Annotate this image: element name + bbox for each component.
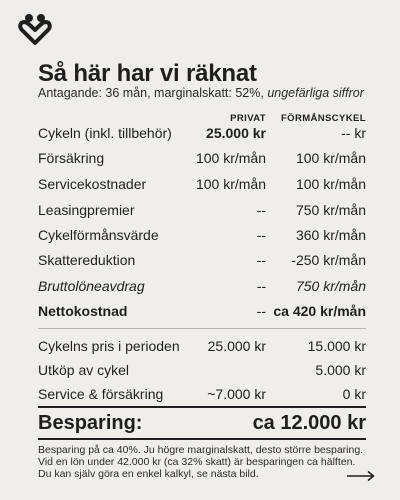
row-label: Försäkring (38, 150, 105, 166)
privat-value: -- (256, 278, 266, 294)
heart-people-logo-icon (18, 12, 52, 46)
divider (38, 328, 366, 329)
formans-value: 15.000 kr (307, 338, 366, 354)
saving-summary (38, 412, 366, 436)
saving-value: ca 12.000 kr (252, 412, 366, 434)
formans-value: 100 kr/mån (295, 176, 366, 192)
table-row (38, 362, 366, 380)
row-label: Bruttolöneavdrag (38, 278, 145, 294)
saving-label: Besparing: (38, 412, 143, 434)
row-label: Cykelns pris i perioden (38, 338, 180, 354)
row-label: Skattereduktion (38, 252, 136, 268)
row-label: Service & försäkring (38, 386, 164, 402)
privat-value: ~7.000 kr (207, 386, 266, 402)
formans-value: 360 kr/mån (295, 227, 366, 243)
formans-value: 100 kr/mån (295, 150, 366, 166)
footnote-line: Besparing på ca 40%. Ju högre marginalskatt, desto större besparing. (38, 444, 364, 456)
privat-value: -- (256, 227, 266, 243)
formans-value: 0 kr (342, 386, 366, 402)
formans-value: 750 kr/mån (295, 202, 366, 218)
table-row (38, 125, 366, 143)
formans-value: 5.000 kr (315, 362, 366, 378)
arrow-right-icon[interactable] (346, 470, 376, 482)
footnote-line: Vid en lön under 42.000 kr (ca 32% skatt) är besparingen ca hälften. (38, 456, 356, 468)
privat-value: -- (256, 252, 266, 268)
privat-value: 25.000 kr (206, 125, 266, 141)
assumptions-emphasis: ungefärliga siffror (267, 86, 364, 100)
table-row (38, 176, 366, 194)
table-row (38, 227, 366, 245)
page-title: Så här har vi räknat (38, 60, 257, 87)
divider (38, 438, 366, 440)
divider (38, 406, 366, 408)
privat-value: 25.000 kr (207, 338, 266, 354)
row-label: Utköp av cykel (38, 362, 130, 378)
formans-value: 750 kr/mån (295, 278, 366, 294)
table-row (38, 386, 366, 404)
formans-value: -250 kr/mån (291, 252, 366, 268)
privat-value: 100 kr/mån (195, 176, 266, 192)
row-label: Nettokostnad (38, 303, 128, 319)
table-row (38, 278, 366, 296)
column-header-privat: PRIVAT (230, 113, 266, 124)
table-row (38, 338, 366, 356)
privat-value: 100 kr/mån (195, 150, 266, 166)
table-row (38, 252, 366, 270)
table-row-net-cost (38, 303, 366, 321)
row-label: Leasingpremier (38, 202, 135, 218)
row-label: Cykeln (inkl. tillbehör) (38, 125, 172, 141)
formans-value: ca 420 kr/mån (273, 303, 366, 319)
privat-value: -- (256, 303, 266, 319)
table-row (38, 202, 366, 220)
assumptions-subtitle (38, 86, 364, 100)
row-label: Servicekostnader (38, 176, 147, 192)
table-row (38, 150, 366, 168)
row-label: Cykelförmånsvärde (38, 227, 159, 243)
assumptions-text: Antagande: 36 mån, marginalskatt: 52%, (38, 86, 268, 100)
privat-value: -- (256, 202, 266, 218)
footnote (38, 444, 364, 480)
formans-value: -- kr (341, 125, 366, 141)
footnote-line: Du kan själv göra en enkel kalkyl, se nästa bild. (38, 468, 259, 480)
column-header-formanscykel: FÖRMÅNSCYKEL (280, 113, 366, 124)
